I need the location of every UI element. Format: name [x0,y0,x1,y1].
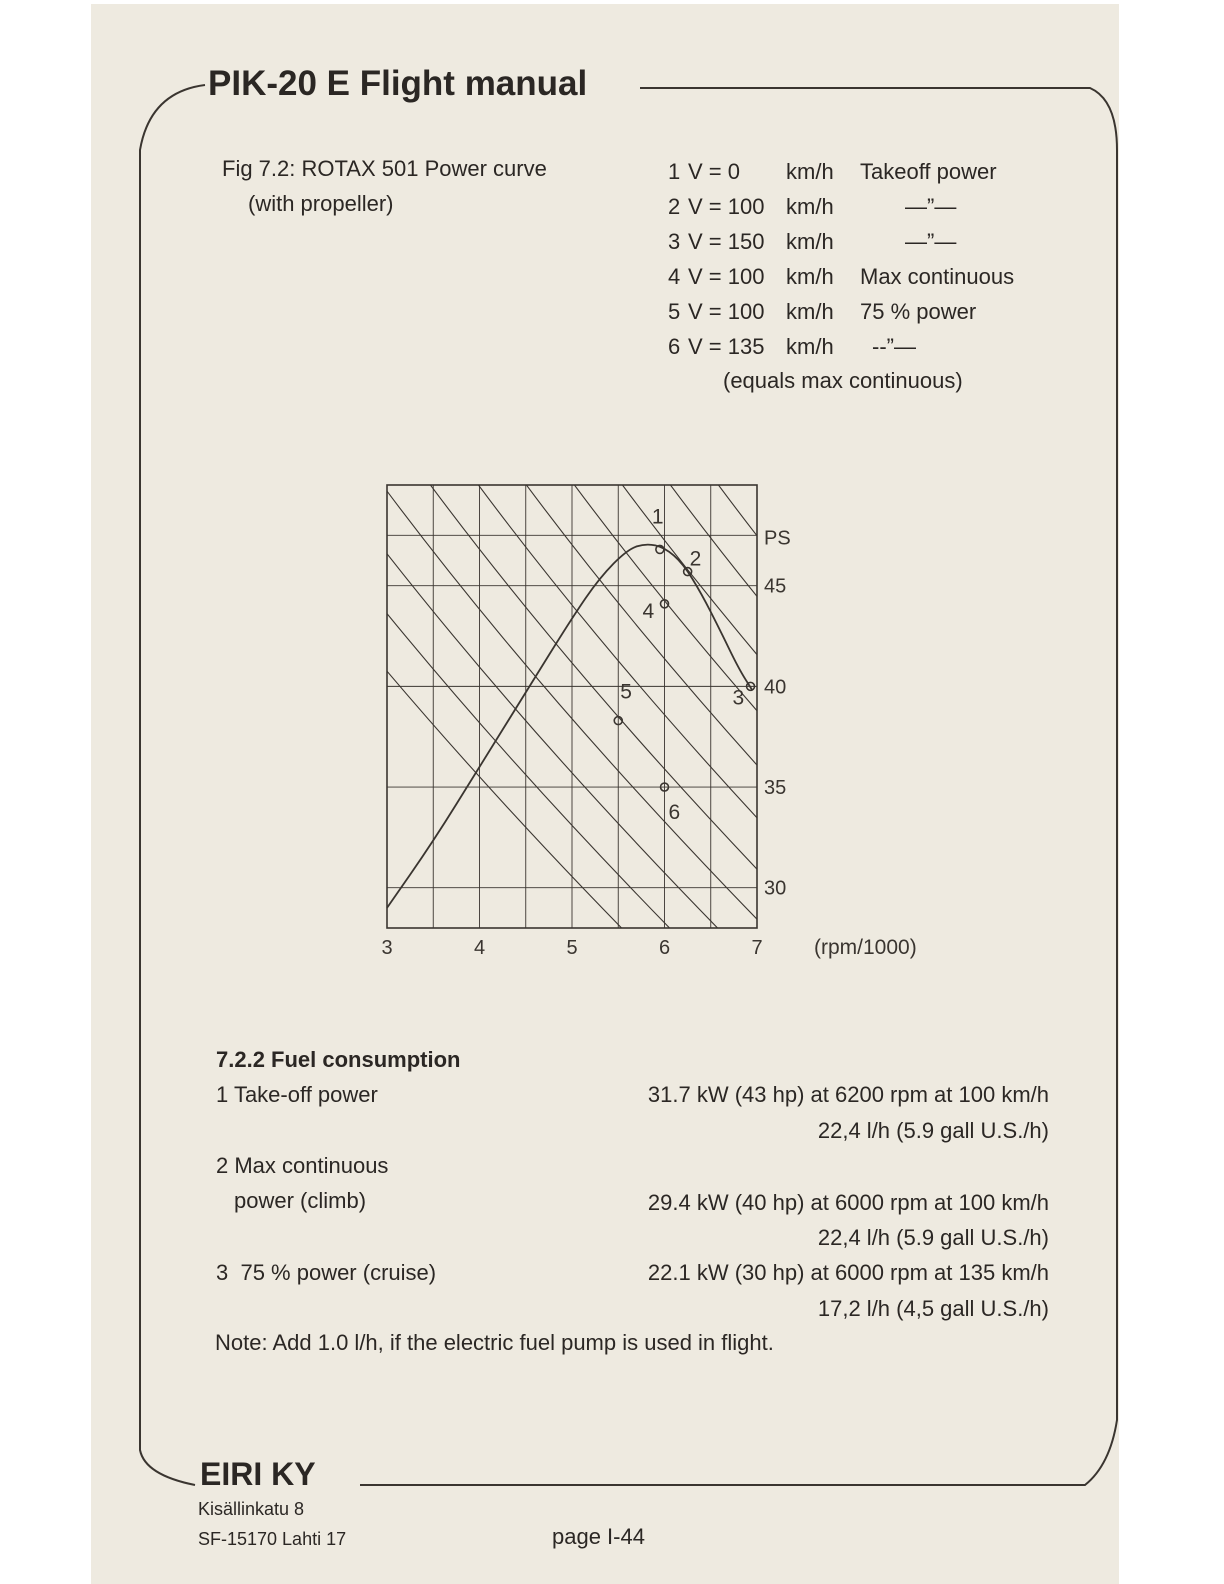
legend-note: (equals max continuous) [723,368,963,393]
row-consumption: 22,4 l/h (5.9 gall U.S./h) [817,1118,1049,1143]
legend-num: 2 [668,194,681,219]
legend-unit: km/h [786,229,834,254]
chart-speed-lines [231,475,1131,958]
speed-line [327,475,747,958]
speed-line [375,475,795,958]
row-label: 2 Max continuous [216,1153,389,1178]
speed-line [231,475,651,958]
y-tick-label: 30 [764,877,787,900]
fuel-note: Note: Add 1.0 l/h, if the electric fuel pump is used in flight. [215,1330,774,1355]
speed-line [663,475,1083,958]
x-tick-label: 3 [381,937,393,959]
row-consumption: 22,4 l/h (5.9 gall U.S./h) [817,1225,1049,1250]
speed-line [615,475,1035,958]
page-title: PIK-20 E Flight manual [208,64,588,103]
legend-num: 5 [668,299,681,324]
chart-points [614,505,754,824]
legend-num: 6 [668,334,681,359]
legend-unit: km/h [786,299,834,324]
row-power: 29.4 kW (40 hp) at 6000 rpm at 100 km/h [647,1190,1049,1215]
point-label: 2 [689,547,702,571]
chart-series [387,545,752,908]
x-tick-label: 4 [473,937,486,959]
legend-desc: Max continuous [860,264,1015,289]
y-tick-label: 45 [764,575,787,598]
legend-desc: —”— [905,229,957,254]
point-label: 3 [732,686,745,710]
chart-ticks [381,527,916,959]
address-city: SF-15170 Lahti 17 [198,1529,347,1549]
legend-unit: km/h [786,159,834,184]
x-tick-label: 7 [751,937,763,959]
point-label: 6 [668,801,681,825]
legend-speed: V = 100 [688,264,765,289]
legend-desc: --”— [872,334,916,359]
legend-unit: km/h [786,194,834,219]
page-number: page I-44 [552,1524,645,1549]
figure-caption-sub: (with propeller) [248,191,394,216]
power-curve-line [387,545,752,908]
x-axis-label: (rpm/1000) [814,936,917,959]
y-axis-label: PS [764,527,791,550]
point-label: 5 [620,680,632,704]
row-label: 3 75 % power (cruise) [216,1260,437,1285]
row-consumption: 17,2 l/h (4,5 gall U.S./h) [817,1296,1049,1321]
legend-desc: Takeoff power [860,159,997,184]
point-label: 4 [642,599,655,623]
row-label: 1 Take-off power [216,1082,378,1107]
legend-desc: —”— [905,194,957,219]
legend-speed: V = 150 [688,229,765,254]
legend-unit: km/h [786,264,834,289]
figure-caption: Fig 7.2: ROTAX 501 Power curve [222,156,547,181]
row-power: 31.7 kW (43 hp) at 6200 rpm at 100 km/h [647,1082,1049,1107]
legend-speed: V = 100 [688,299,765,324]
legend-desc: 75 % power [860,299,977,324]
legend-speed: V = 0 [688,159,740,184]
legend-num: 4 [668,264,681,289]
section-heading: 7.2.2 Fuel consumption [216,1047,461,1072]
legend-speed: V = 100 [688,194,765,219]
legend-num: 3 [668,229,681,254]
point-label: 1 [651,505,664,529]
y-tick-label: 35 [764,777,787,800]
y-tick-label: 40 [764,676,787,699]
legend-num: 1 [668,159,681,184]
address-street: Kisällinkatu 8 [198,1499,305,1519]
row-label-cont: power (climb) [234,1188,367,1213]
x-tick-label: 5 [566,937,578,959]
legend-unit: km/h [786,334,834,359]
legend-speed: V = 135 [688,334,765,359]
x-tick-label: 6 [658,937,671,959]
speed-line [471,475,891,958]
company-name: EIRI KY [200,1456,316,1492]
speed-line [519,475,939,958]
row-power: 22.1 kW (30 hp) at 6000 rpm at 135 km/h [647,1260,1049,1285]
